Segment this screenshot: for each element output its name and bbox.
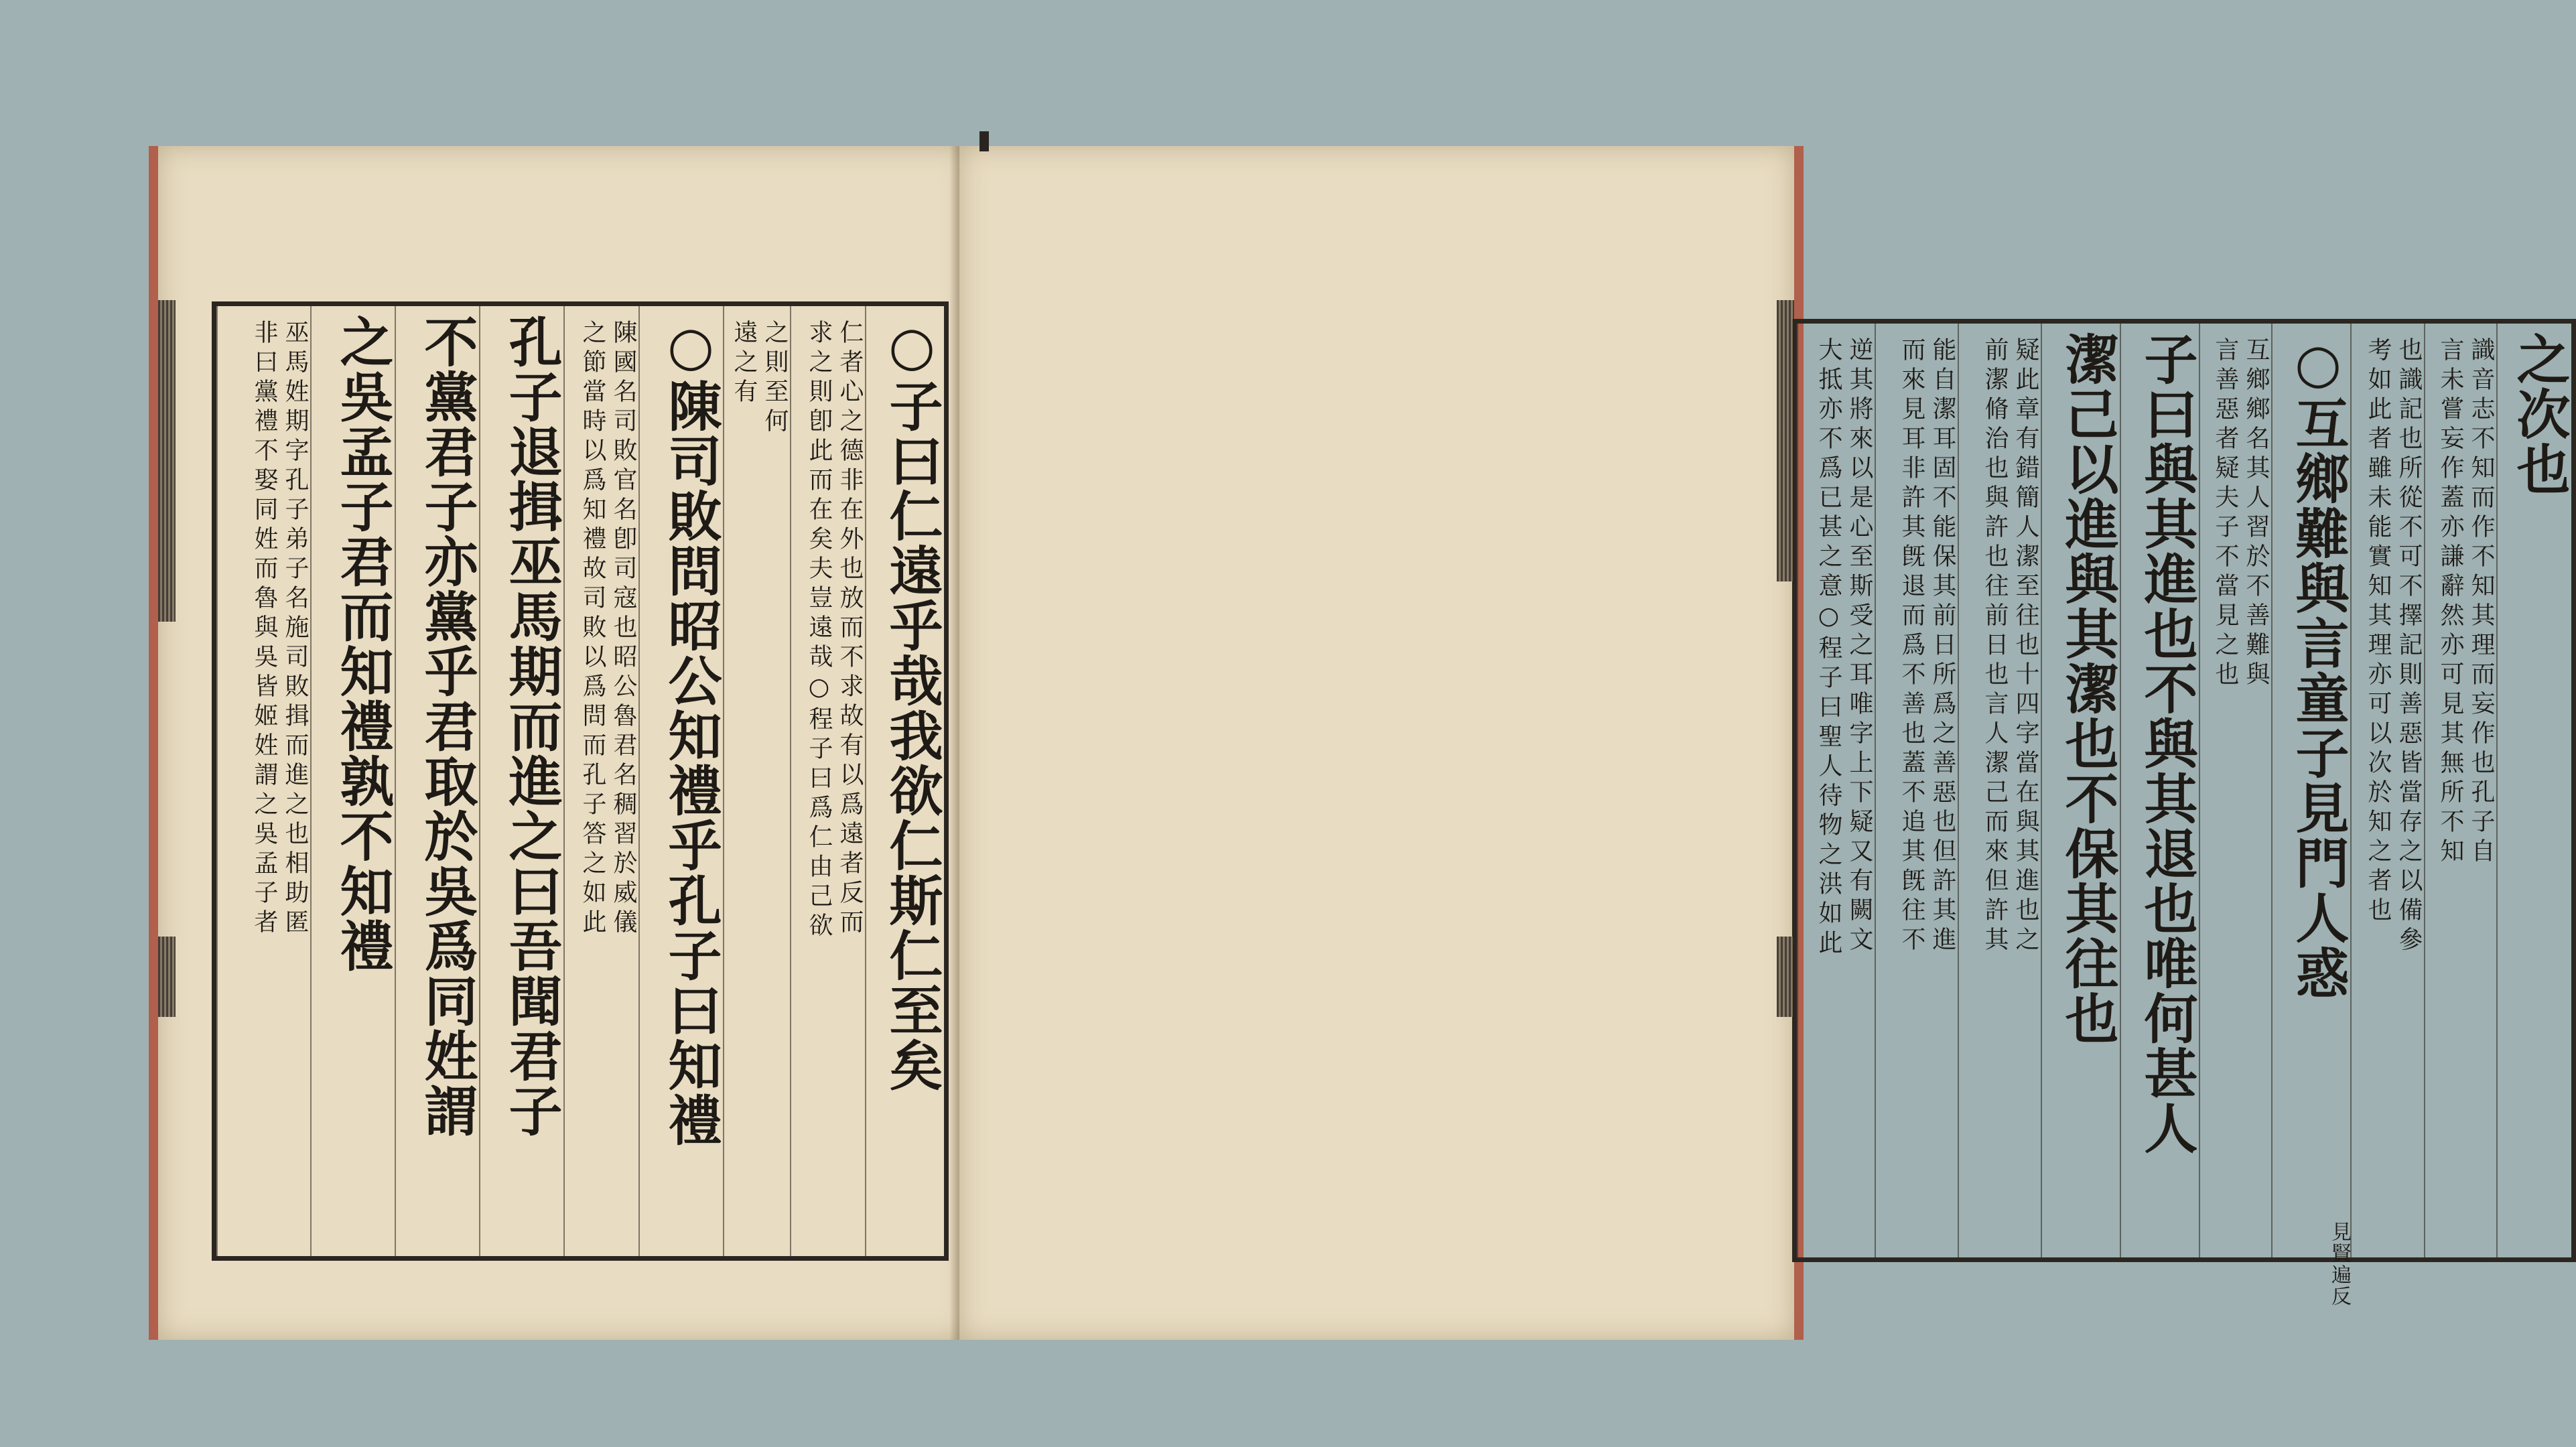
page-edge-shadow xyxy=(1777,937,1794,1017)
commentary-column xyxy=(1797,324,1875,1257)
right-page xyxy=(959,146,2571,1340)
commentary-column xyxy=(723,306,790,1256)
page-edge-shadow xyxy=(1777,300,1794,581)
commentary-column xyxy=(563,306,638,1256)
text-column: 之次也 xyxy=(2496,324,2571,1257)
commentary-column xyxy=(790,306,865,1256)
commentary-line: 大抵亦不爲已甚之意○程子曰聖人待物之洪如此 xyxy=(1815,337,1842,959)
commentary-line: 之節當時以爲知禮故司敗以爲問而孔子答之如此 xyxy=(579,320,606,939)
text-column: ○陳司敗問昭公知禮乎孔子曰知禮 xyxy=(638,306,723,1256)
right-page-text-frame xyxy=(1792,319,2576,1307)
commentary-column xyxy=(1875,324,1958,1257)
left-page-text-frame xyxy=(212,301,949,1261)
commentary-line: 考如此者雖未能實知其理亦可以次於知之者也 xyxy=(2364,337,2392,926)
commentary-line: 巫馬姓期字孔子弟子名施司敗揖而進之也相助匿 xyxy=(281,320,309,939)
commentary-line: 前潔脩治也與許也往前日也言人潔己而來但許其 xyxy=(1981,337,2009,956)
commentary-line: 非曰黨禮不娶同姓而魯與吳皆姬姓謂之吳孟子者 xyxy=(251,320,278,939)
commentary-line: 言善惡者疑夫子不當見之也 xyxy=(2212,337,2239,691)
text-column: 孔子退揖巫馬期而進之曰吾聞君子 xyxy=(479,306,563,1256)
commentary-column xyxy=(2424,324,2496,1257)
binding-string xyxy=(979,131,989,151)
commentary-column xyxy=(1958,324,2041,1257)
text-column: 潔己以進與其潔也不保其往也 xyxy=(2041,324,2120,1257)
commentary-line: 互鄉鄉名其人習於不善難與 xyxy=(2242,337,2270,691)
commentary-column xyxy=(2350,324,2424,1257)
text-column: ○互鄉難與言童子見門人惑 xyxy=(2271,324,2350,1257)
text-column: 子曰與其進也不與其退也唯何甚人 xyxy=(2120,324,2199,1257)
commentary-column xyxy=(2199,324,2271,1257)
page-edge-shadow xyxy=(158,937,176,1017)
commentary-line: 言未嘗妄作蓋亦謙辭然亦可見其無所不知 xyxy=(2437,337,2464,868)
commentary-line: 識音志不知而作不知其理而妄作也孔子自 xyxy=(2467,337,2495,868)
commentary-column xyxy=(216,306,310,1256)
commentary-line: 逆其將來以是心至斯受之耳唯字上下疑又有闕文 xyxy=(1846,337,1873,956)
commentary-line: 而來見耳非許其旣退而爲不善也蓋不追其旣往不 xyxy=(1898,337,1925,956)
commentary-line: 遠之有 xyxy=(730,320,758,408)
commentary-line: 仁者心之德非在外也放而不求故有以爲遠者反而 xyxy=(836,320,864,939)
page-edge-shadow xyxy=(158,300,176,622)
commentary-line: 疑此章有錯簡人潔至往也十四字當在與其進也之 xyxy=(2012,337,2039,956)
text-column: 不黨君子亦黨乎君取於吳爲同姓謂 xyxy=(395,306,479,1256)
pronunciation-note: 見賢遍反 xyxy=(2327,1221,2351,1307)
text-column: ○子曰仁遠乎哉我欲仁斯仁至矣 xyxy=(865,306,944,1256)
commentary-line: 也識記也所從不可不擇記則善惡皆當存之以備參 xyxy=(2395,337,2423,956)
left-page xyxy=(149,146,969,1340)
commentary-line: 陳國名司敗官名卽司寇也昭公魯君名稠習於威儀 xyxy=(610,320,637,939)
commentary-line: 能自潔耳固不能保其前日所爲之善惡也但許其進 xyxy=(1929,337,1956,956)
open-book xyxy=(149,146,2571,1340)
commentary-line: 之則至何 xyxy=(761,320,789,437)
commentary-line: 求之則卽此而在矣夫豈遠哉○程子曰爲仁由己欲 xyxy=(805,320,833,942)
text-column: 之吳孟子君而知禮孰不知禮 xyxy=(310,306,395,1256)
